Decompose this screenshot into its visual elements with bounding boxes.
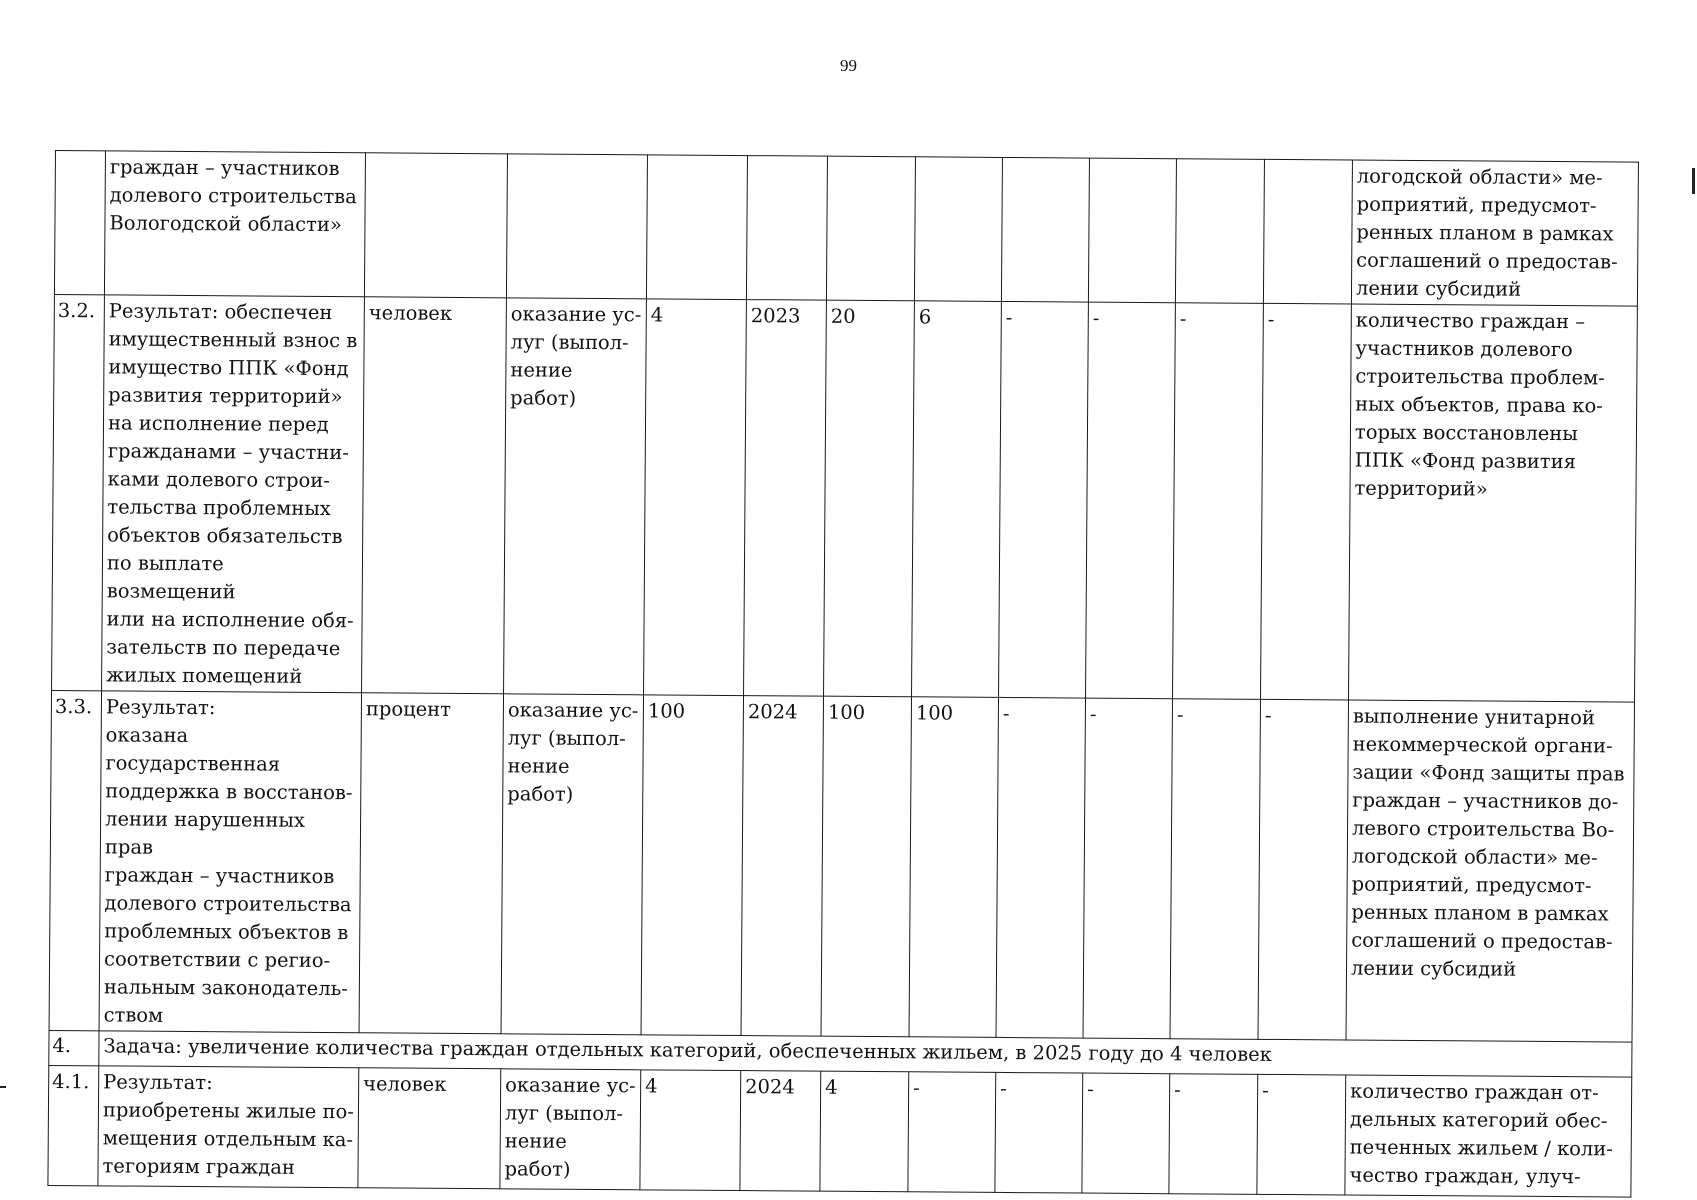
value-cell: - <box>1086 302 1176 699</box>
table-row <box>52 294 1638 702</box>
value-cell: - <box>1261 303 1352 700</box>
value-cell <box>826 156 915 301</box>
value-cell <box>914 157 1002 302</box>
page-number: 99 <box>840 56 857 75</box>
table-row <box>54 151 1638 307</box>
type-cell: оказание ус- луг (выпол- нение работ) <box>501 694 643 1035</box>
scan-edge-mark <box>0 1086 6 1088</box>
unit-cell: человек <box>362 297 507 694</box>
table-row <box>48 1065 1632 1197</box>
result-name: Результат: оказана государственная поддержка в восстанов- лении нарушенных прав граждан – участников долевого строительства проблемных объектов в соответствии с регио- нальным законодатель- ством <box>99 691 361 1033</box>
type-cell: оказание ус- луг (выпол- нение работ) <box>500 1069 641 1190</box>
value-cell: - <box>1170 699 1260 1040</box>
value-cell <box>1088 158 1176 303</box>
type-cell: оказание ус- луг (выпол- нение работ) <box>504 298 647 695</box>
value-cell: 6 <box>912 301 1002 698</box>
value-cell <box>1175 159 1264 304</box>
result-name: Результат: приобретены жилые по- мещения отдельным ка- тегориям граждан <box>98 1066 359 1188</box>
value-cell: - <box>1083 698 1172 1039</box>
row-number: 4.1. <box>48 1065 99 1185</box>
value-cell: 4 <box>644 299 747 696</box>
row-number: 3.2. <box>52 294 105 690</box>
unit-cell <box>364 153 507 298</box>
row-number: 4. <box>49 1030 99 1065</box>
value-cell: 100 <box>909 697 998 1038</box>
value-cell <box>1001 157 1089 302</box>
value-cell: 100 <box>641 695 743 1036</box>
value-cell: - <box>1173 303 1264 700</box>
value-cell: 100 <box>821 696 911 1037</box>
note-cell: количество граждан – участников долевого строительства проблем- ных объектов, права ко- торых восстановлены ППК «Фонд развития территорий» <box>1349 304 1638 702</box>
value-cell: - <box>1258 699 1348 1040</box>
value-cell: 20 <box>824 300 915 697</box>
row-number <box>54 151 105 295</box>
value-cell: - <box>999 301 1089 698</box>
unit-cell: процент <box>359 693 503 1034</box>
type-cell <box>506 154 647 299</box>
unit-cell: человек <box>358 1068 501 1189</box>
value-cell: 4 <box>640 1070 741 1191</box>
value-cell: - <box>908 1072 996 1193</box>
value-cell <box>746 156 827 301</box>
value-cell <box>646 155 747 300</box>
value-cell: 2024 <box>740 1071 821 1192</box>
row-number: 3.3. <box>49 690 101 1030</box>
value-cell: - <box>1257 1074 1346 1195</box>
note-cell: выполнение унитарной некоммерческой органи- зации «Фонд защиты прав граждан – участников до- левого строительства Во- логодской области» ме- роприятий, предусмот- ренных планом в рамках соглашений о предостав- лении субсидий <box>1346 700 1634 1042</box>
value-cell: 2023 <box>744 300 827 697</box>
note-cell: логодской области» ме- роприятий, предусмот- ренных планом в рамках соглашений о предостав- лении субсидий <box>1351 160 1638 306</box>
value-cell: 4 <box>820 1071 909 1192</box>
scan-edge-mark <box>1692 168 1695 194</box>
result-name: Результат: обеспечен имущественный взнос в имущество ППК «Фонд развития территорий» на исполнение перед гражданами – участни- ками долевого строи- тельства проблемных объектов обязательств по выплате возмещений или на исполнение обя- зательств по передаче жилых помещений <box>102 295 365 693</box>
result-name: граждан – участников долевого строительства Вологодской области» <box>104 151 365 297</box>
value-cell: - <box>996 697 1085 1038</box>
value-cell: - <box>1169 1074 1258 1195</box>
value-cell: - <box>995 1072 1083 1193</box>
task-text: Задача: увеличение количества граждан отдельных категорий, обеспеченных жильем, в 2025 году до 4 человек <box>99 1031 1632 1077</box>
value-cell <box>1263 159 1352 304</box>
value-cell: 2024 <box>741 696 823 1037</box>
table-row <box>49 690 1634 1042</box>
value-cell: - <box>1082 1073 1170 1194</box>
results-table <box>47 150 1639 1198</box>
note-cell: количество граждан от- дельных категорий обес- печенных жильем / коли- чество граждан, улуч- <box>1345 1075 1632 1197</box>
